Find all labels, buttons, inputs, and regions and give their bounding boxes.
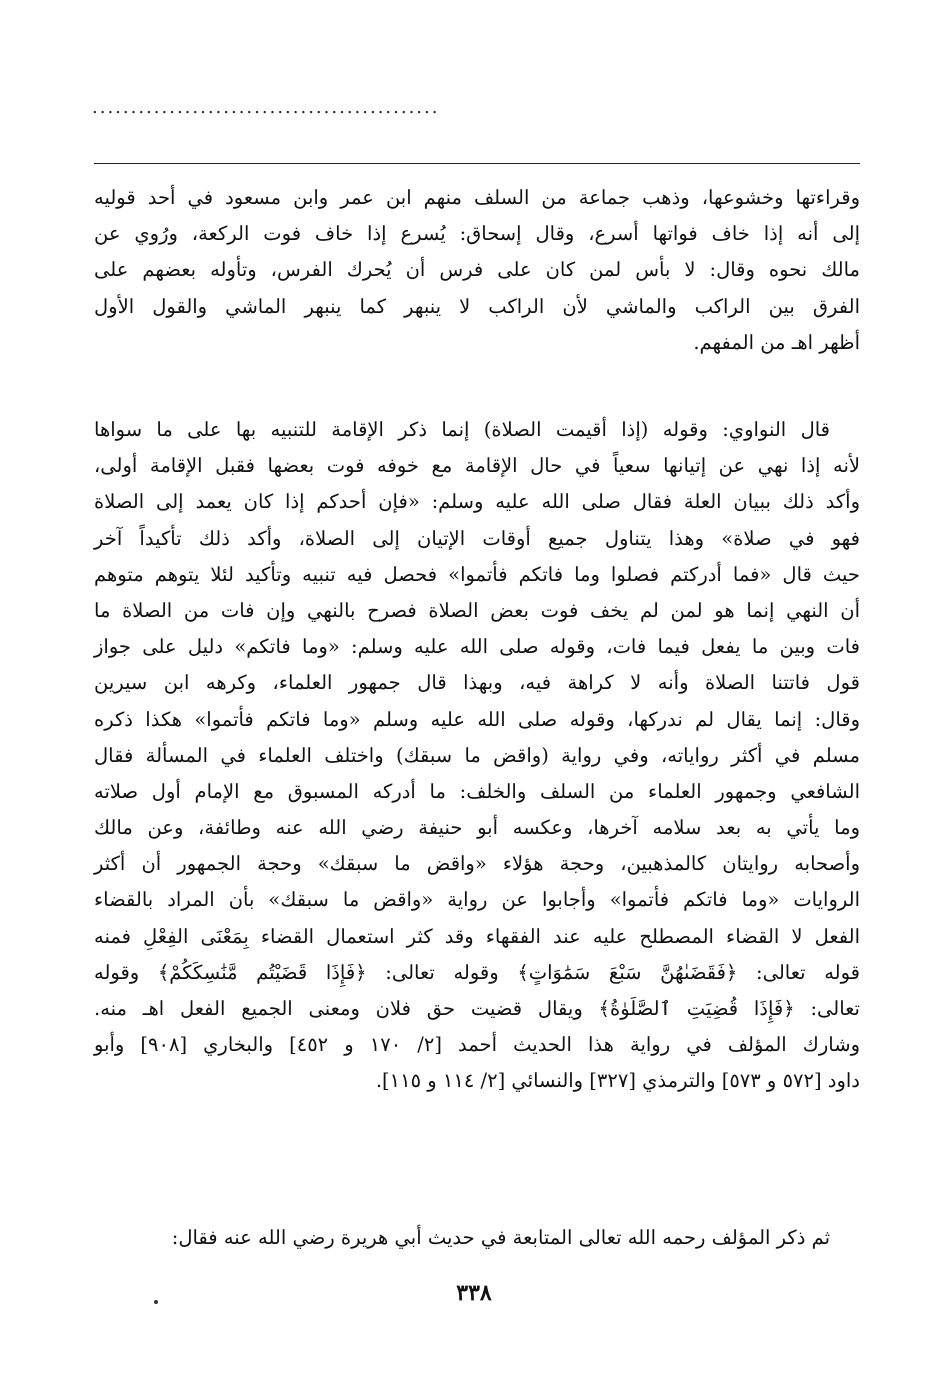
text-line: وشارك المؤلف في رواية هذا الحديث أحمد [٢/ ١٧٠ و ٤٥٢] والبخاري [٩٠٨] وأبو <box>94 1033 860 1057</box>
text-line: أن النهي إنما هو لمن لم يخف فوت بعض الصلاة فصرح بالنهي وإن فات من الصلاة ما <box>94 598 860 622</box>
text-line: إلى أنه إذا خاف فواتها أسرع، وقال إسحاق: يُسرع إذا خاف فوت الركعة، ورُوي عن <box>94 222 860 246</box>
text-line: حيث قال «فما أدركتم فصلوا وما فاتكم فأتموا» فحصل فيه تنبيه وتأكيد لئلا يتوهم متوهم <box>94 562 860 586</box>
text-line: ثم ذكر المؤلف رحمه الله تعالى المتابعة في حديث أبي هريرة رضي الله عنه فقال: <box>171 1226 830 1249</box>
text-line: قال النواوي: وقوله (إذا أقيمت الصلاة) إنما ذكر الإقامة للتنبيه بها على ما سواها <box>94 418 830 441</box>
stray-dot <box>154 1300 158 1304</box>
paragraph-1 <box>94 180 860 361</box>
text-line: وقراءتها وخشوعها، وذهب جماعة من السلف منهم ابن عمر وابن مسعود في أحد قوليه <box>94 186 860 209</box>
text-line: قوله تعالى: ﴿فَقَضَىٰهُنَّ سَبْعَ سَمَٰوَاتٍ﴾ وقوله تعالى: ﴿فَإِذَا قَضَيْتُم مَّنَٰسِكَكُمْ﴾ وقوله <box>94 960 860 984</box>
text-line: أظهر اهـ من المفهم. <box>693 330 860 354</box>
text-line: الفعل لا القضاء المصطلح عليه عند الفقهاء وقد كثر استعمال القضاء بِمَعْنَى الفِعْلِ فمنه <box>94 924 860 948</box>
text-line: الشافعي وجمهور العلماء من السلف والخلف: ما أدركه المسبوق مع الإمام أول صلاته <box>94 779 860 803</box>
text-line: وقال: إنما يقال لم ندركها، وقوله صلى الله عليه وسلم «وما فاتكم فأتموا» هكذا ذكره <box>94 707 860 731</box>
page-number: ٣٣٨ <box>456 1280 492 1306</box>
text-line: الفرق بين الراكب والماشي لأن الراكب لا ينبهر كما ينبهر الماشي والقول الأول <box>94 294 860 318</box>
header-dotted-line: ............................................. <box>92 98 440 118</box>
text-line: فهو في صلاة» وهذا يتناول جميع أوقات الإتيان إلى الصلاة، وأكد ذلك تأكيداً آخر <box>94 526 860 550</box>
text-line: داود [٥٧٢ و ٥٧٣] والترمذي [٣٢٧] والنسائي [٢/ ١١٤ و ١١٥]. <box>375 1069 860 1093</box>
text-line: وما يأتي به بعد سلامه آخرها، وعكسه أبو حنيفة رضي الله عنه وطائفة، وعن مالك <box>94 816 860 840</box>
text-line: لأنه إذا نهي عن إتيانها سعياً في حال الإقامة مع خوفه فوت بعضها فقبل الإقامة أولى، <box>94 454 860 478</box>
text-line: الروايات «وما فاتكم فأتموا» وأجابوا عن رواية «واقض ما سبقك» بأن المراد بالقضاء <box>94 888 860 912</box>
paragraph-2 <box>94 412 860 1100</box>
text-line: تعالى: ﴿فَإِذَا قُضِيَتِ ٱلصَّلَوٰةُ﴾ ويقال قضيت حق فلان ومعنى الجميع الفعل اهـ منه. <box>94 997 860 1020</box>
text-line: قول فاتتنا الصلاة وأنه لا كراهة فيه، وبهذا قال جمهور العلماء، وكرهه ابن سيرين <box>94 671 860 695</box>
text-line: مسلم في أكثر رواياته، وفي رواية (واقض ما سبقك) واختلف العلماء في المسألة فقال <box>94 743 860 767</box>
text-line: فات وبين ما يفعل فيما فات، وقوله صلى الله عليه وسلم: «وما فاتكم» دليل على جواز <box>94 635 860 659</box>
text-line: مالك نحوه وقال: لا بأس لمن كان على فرس أن يُحرك الفرس، وتأوله بعضهم على <box>94 258 860 282</box>
header-rule <box>94 163 860 164</box>
text-line: وأصحابه روايتان كالمذهبين، وحجة هؤلاء «واقض ما سبقك» وحجة الجمهور أن أكثر <box>94 852 860 876</box>
paragraph-3 <box>94 1220 860 1256</box>
text-line: وأكد ذلك ببيان العلة فقال صلى الله عليه وسلم: «فإن أحدكم إذا كان يعمد إلى الصلاة <box>94 490 860 514</box>
